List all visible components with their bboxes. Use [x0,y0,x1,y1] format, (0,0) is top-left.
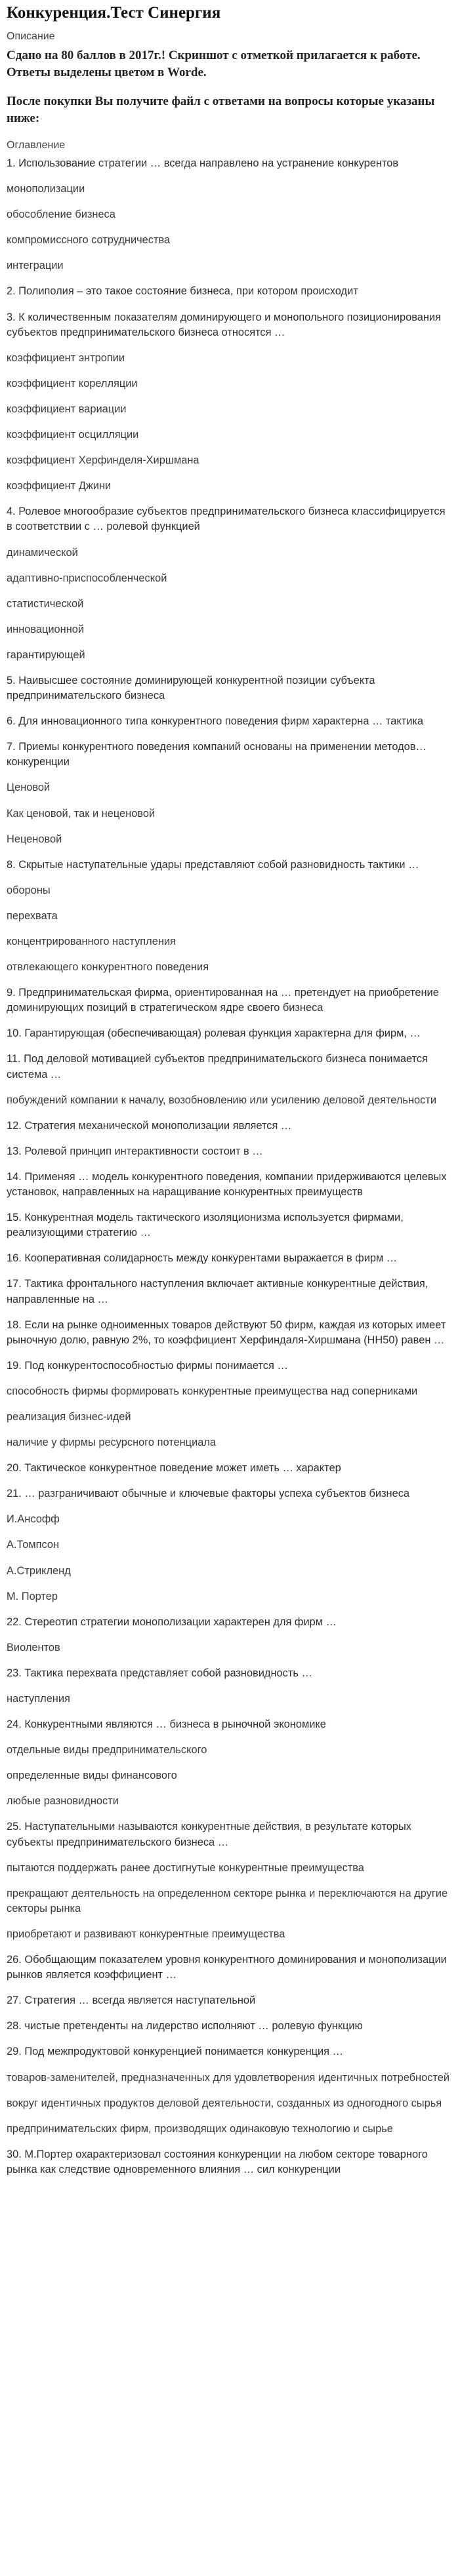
answer-option: товаров-заменителей, предназначенных для удовлетворения идентичных потребностей [7,2071,450,2084]
question-item: 28. чистые претенденты на лидерство исполняют … ролевую функцию [7,2020,363,2032]
question-item: 21. … разграничивают обычные и ключевые факторы успеха субъектов бизнеса [7,1488,410,1500]
answer-option: адаптивно-приспособленческой [7,572,167,584]
description-text: Сдано на 80 баллов в 2017г.! Скриншот с отметкой прилагается к работе. Ответы выделены цветом в Worde. [7,49,421,79]
answer-option: обособление бизнеса [7,208,115,221]
question-item: 5. Наивысшее состояние доминирующей конкурентной позиции субъекта предпринимательского бизнеса [7,674,375,702]
answer-option: коэффициент энтропии [7,351,125,364]
answer-option: приобретают и развивают конкурентные преимущества [7,1928,285,1940]
answer-option: компромиссного сотрудничества [7,234,171,247]
question-item: 18. Если на рынке одноименных товаров действуют 50 фирм, каждая из которых имеет рыночную долю, равную 2%, то коэффициент Херфиндаля-Хиршмана (HH50) равен … [7,1318,446,1346]
answer-option: способность фирмы формировать конкурентные преимущества над соперниками [7,1385,418,1397]
answer-option: Как ценовой, так и неценовой [7,807,156,820]
answer-option: отвлекающего конкурентного поведения [7,961,209,974]
answer-option: коэффициент корелляции [7,377,138,389]
question-item: 11. Под деловой мотивацией субъектов предпринимательского бизнеса понимается система … [7,1053,428,1080]
question-item: 22. Стереотип стратегии монополизации характерен для фирм … [7,1615,337,1628]
question-item: 3. К количественным показателям доминирующего и монопольного позиционирования субъектов предпринимательского бизнеса относятся … [7,311,441,338]
question-item: 26. Обобщающим показателем уровня конкурентного доминирования и монополизации рынков является коэффициент … [7,1954,447,1981]
answer-option: пытаются поддержать ранее достигнутые конкурентные преимущества [7,1861,364,1874]
question-item: 19. Под конкурентоспособностью фирмы понимается … [7,1359,288,1372]
answer-option: перехвата [7,909,58,922]
question-item: 30. М.Портер охарактеризовал состояния конкуренции на любом секторе товарного рынка как следствие одновременного влияния … сил конкуренции [7,2148,428,2175]
question-item: 7. Приемы конкурентного поведения компаний основаны на применении методов…конкуренции [7,741,427,768]
answer-option: реализация бизнес-идей [7,1410,131,1423]
question-item: 2. Полиполия – это такое состояние бизнеса, при котором происходит [7,285,358,298]
page-title: Конкуренция.Тест Синергия [7,4,221,22]
answer-option: А.Стрикленд [7,1564,71,1577]
answer-option: гарантирующей [7,648,85,661]
question-item: 25. Наступательными называются конкурентные действия, в результате которых субъекты предпринимательского бизнеса … [7,1821,412,1848]
answer-option: определенные виды финансового [7,1770,177,1782]
question-item: 24. Конкурентными являются … бизнеса в рыночной экономике [7,1718,326,1731]
question-item: 13. Ролевой принцип интерактивности состоит в … [7,1145,263,1157]
question-item: 6. Для инновационного типа конкурентного поведения фирм характерна … тактика [7,715,424,728]
toc-title: Оглавление [7,140,66,151]
answer-option: А.Томпсон [7,1539,60,1551]
answer-option: отдельные виды предпринимательского [7,1744,207,1756]
answer-option: концентрированного наступления [7,936,176,947]
purchase-note: После покупки Вы получите файл с ответами на вопросы которые указаны ниже: [7,94,435,125]
question-item: 17. Тактика фронтального наступления включает активные конкурентные действия, направленные на … [7,1278,429,1305]
question-item: 20. Тактическое конкурентное поведение может иметь … характер [7,1462,341,1475]
answer-option: Ценовой [7,782,51,794]
question-item: 10. Гарантирующая (обеспечивающая) ролевая функция характерна для фирм, … [7,1027,421,1040]
question-item: 23. Тактика перехвата представляет собой разновидность … [7,1667,312,1679]
answer-option: монополизации [7,183,85,195]
answer-option: прекращают деятельность на определенном секторе рынка и переключаются на другие секторы рынка [7,1887,448,1914]
answer-option: любые разновидности [7,1795,119,1808]
answer-option: интеграции [7,260,64,272]
question-item: 29. Под межпродуктовой конкуренцией понимается конкуренция … [7,2046,343,2058]
answer-option: наличие у фирмы ресурсного потенциала [7,1437,217,1449]
answer-option: вокруг идентичных продуктов деловой деятельности, созданных из одногодного сырья [7,2097,442,2109]
question-item: 8. Скрытые наступательные удары представляют собой разновидность тактики … [7,858,419,871]
answer-option: коэффициент вариации [7,403,127,415]
answer-option: инновационной [7,623,85,635]
description-label: Описание [7,31,55,42]
question-item: 4. Ролевое многообразие субъектов предпринимательского бизнеса классифицируется в соответствии с … ролевой функцией [7,505,446,533]
answer-option: коэффициент Джини [7,480,112,492]
questions-list [7,156,453,2177]
question-item: 1. Использование стратегии … всегда направлено на устранение конкурентов [7,157,399,169]
answer-option: коэффициент осцилляции [7,429,139,441]
answer-option: коэффициент Херфинделя-Хиршмана [7,454,199,467]
question-item: 12. Стратегия механической монополизации является … [7,1119,292,1132]
question-item: 16. Кооперативная солидарность между конкурентами выражается в фирм … [7,1252,398,1265]
question-item: 9. Предпринимательская фирма, ориентированная на … претендует на приобретение доминирующих позиций в стратегическом ядре своего бизнеса [7,987,439,1014]
question-item: 27. Стратегия … всегда является наступательной [7,1994,256,2007]
answer-option: предпринимательских фирм, производящих одинаковую технологию и сырье [7,2122,393,2135]
answer-option: обороны [7,884,51,896]
answer-option: М. Портер [7,1590,58,1602]
question-item: 14. Применяя … модель конкурентного поведения, компании придерживаются целевых установок, направленных на наращивание конкурентных преимуществ [7,1170,447,1199]
answer-option: Неценовой [7,833,62,845]
answer-option: Виолентов [7,1641,60,1654]
question-item: 15. Конкурентная модель тактического изоляционизма используется фирмами, реализующими стратегию … [7,1212,404,1239]
answer-option: наступления [7,1693,70,1705]
answer-option: побуждений компании к началу, возобновлению или усилению деловой деятельности [7,1094,436,1106]
answer-option: статистической [7,597,84,610]
answer-option: И.Ансофф [7,1513,60,1526]
answer-option: динамической [7,546,78,559]
